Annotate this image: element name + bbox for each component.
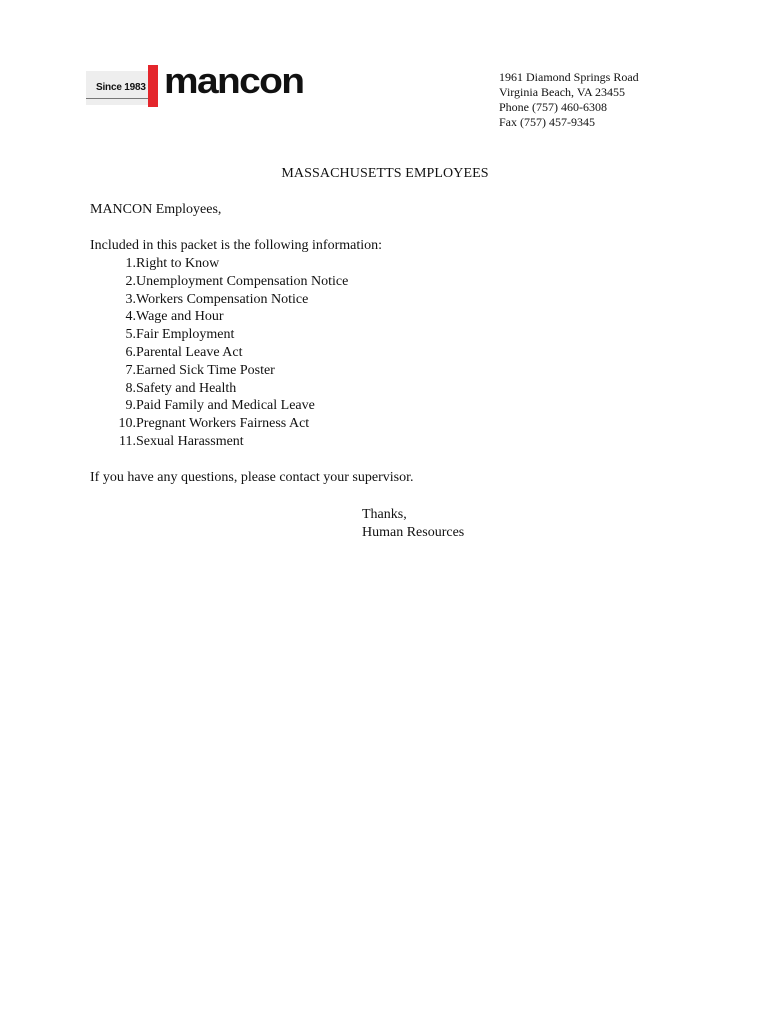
- list-item-number: 11.: [119, 433, 136, 449]
- list-item-text: Workers Compensation Notice: [136, 291, 309, 307]
- list-item-text: Right to Know: [136, 256, 220, 271]
- list-item: [90, 273, 349, 291]
- signoff-thanks: Thanks,: [362, 507, 407, 522]
- list-item-number: 1.: [125, 256, 136, 271]
- signoff-sender: Human Resources: [362, 525, 465, 540]
- list-item-number: 8.: [125, 380, 136, 396]
- list-item-number: 3.: [125, 291, 136, 307]
- mancon-logo: [86, 60, 342, 107]
- list-item-number: 9.: [125, 398, 136, 414]
- list-item: [90, 380, 237, 398]
- logo-since-text: Since 1983: [96, 82, 146, 93]
- list-item: [90, 308, 224, 326]
- heading-text: MASSACHUSETTS EMPLOYEES: [281, 166, 489, 181]
- list-item: [90, 415, 310, 433]
- list-item-text: Parental Leave Act: [136, 344, 243, 360]
- list-item-text: Unemployment Compensation Notice: [136, 273, 349, 289]
- signoff-block: [362, 506, 464, 542]
- logo-red-bar: [148, 65, 158, 107]
- list-item: [90, 433, 244, 451]
- list-item-text: Fair Employment: [136, 327, 235, 343]
- list-item: [90, 255, 220, 273]
- list-item-number: 7.: [125, 362, 136, 378]
- list-item-text: Paid Family and Medical Leave: [136, 398, 315, 414]
- packet-contents-list: [90, 255, 349, 451]
- address-street: 1961 Diamond Springs Road: [499, 70, 639, 84]
- list-item-text: Earned Sick Time Poster: [136, 362, 275, 378]
- list-item: [90, 397, 315, 415]
- list-item: [90, 362, 275, 380]
- intro-text: Included in this packet is the following information:: [90, 238, 382, 253]
- list-item-number: 5.: [125, 327, 136, 343]
- list-item-number: 4.: [125, 309, 136, 325]
- address-phone: Phone (757) 460-6308: [499, 100, 607, 114]
- list-item-text: Wage and Hour: [136, 309, 224, 325]
- list-item: [90, 326, 235, 344]
- logo-wordmark: mancon: [164, 60, 304, 101]
- greeting: MANCON Employees,: [90, 202, 222, 217]
- logo-underline: [86, 98, 148, 99]
- list-item-number: 2.: [125, 273, 136, 289]
- address-fax: Fax (757) 457-9345: [499, 115, 595, 129]
- document-heading: [0, 166, 770, 182]
- closing-question: If you have any questions, please contact your supervisor.: [90, 470, 414, 485]
- list-item: [90, 291, 309, 309]
- list-item: [90, 344, 243, 362]
- address-block: [499, 70, 639, 130]
- list-item-text: Pregnant Workers Fairness Act: [136, 416, 310, 432]
- address-city: Virginia Beach, VA 23455: [499, 85, 625, 99]
- list-item-number: 10.: [118, 416, 136, 432]
- list-item-number: 6.: [125, 344, 136, 360]
- list-item-text: Sexual Harassment: [136, 433, 244, 449]
- list-item-text: Safety and Health: [136, 380, 237, 396]
